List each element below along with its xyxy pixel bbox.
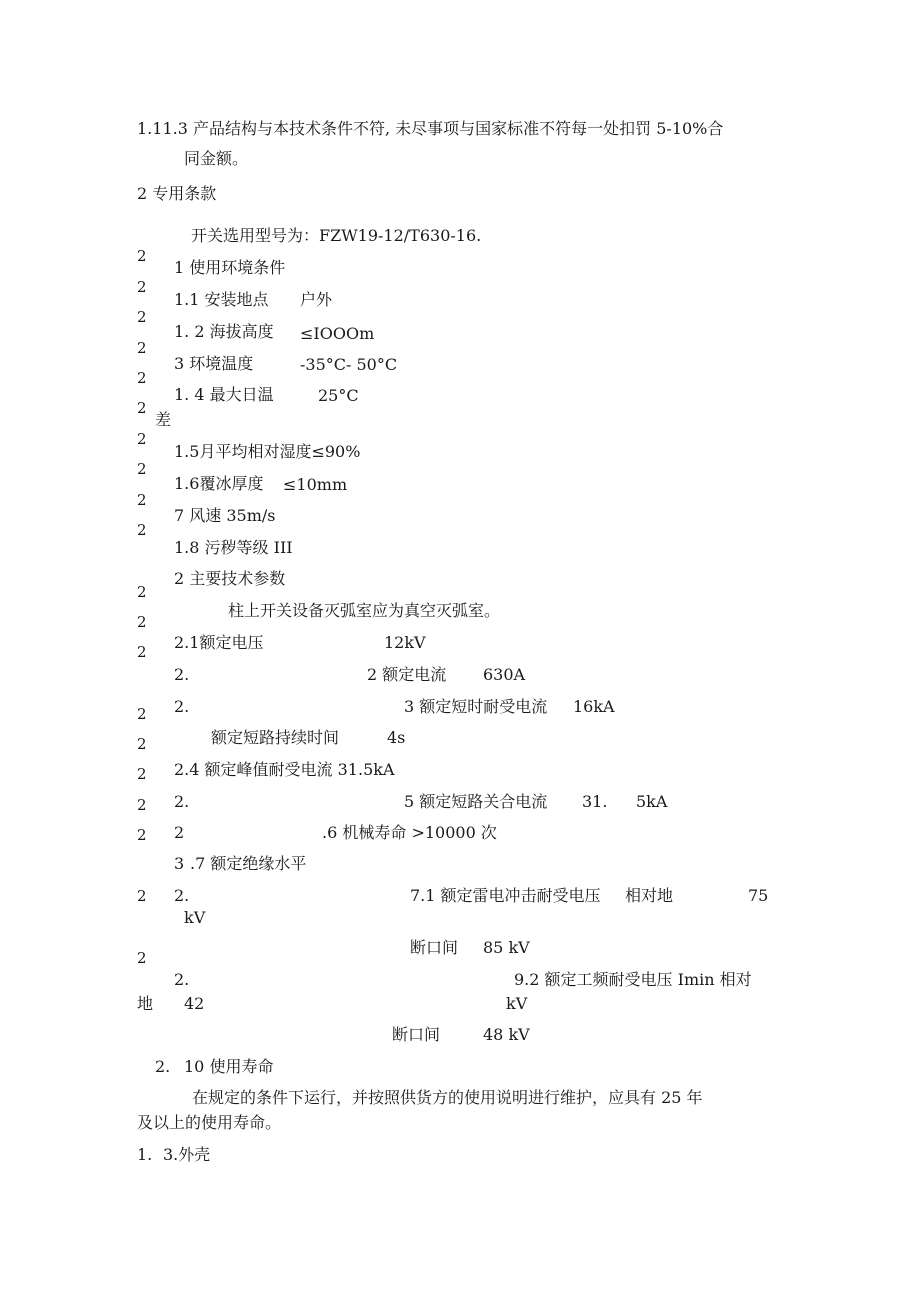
- rated-voltage-value: 12kV: [384, 633, 426, 652]
- env-daily-temp-diff-label-cont: 差: [155, 410, 172, 429]
- power-frequency-label-cont: 地: [137, 994, 154, 1013]
- clause-1-11-3: 1.11.3 产品结构与本技术条件不符, 未尽事项与国家标准不符每一处扣罚 5-10%合: [137, 119, 724, 138]
- env-daily-temp-diff-value: 25°C: [318, 386, 359, 405]
- short-time-current-value: 16kA: [573, 697, 615, 716]
- env-ice-thickness-label: 1.6覆冰厚度: [174, 474, 264, 493]
- env-ice-thickness-value: ≤10mm: [283, 475, 348, 494]
- margin-number: 2: [137, 735, 147, 753]
- service-life-text: 在规定的条件下运行，并按照供货方的使用说明进行维护，应具有 25 年: [192, 1088, 703, 1107]
- service-life-text-cont: 及以上的使用寿命。: [137, 1113, 282, 1132]
- lightning-impulse-label: 7.1 额定雷电冲击耐受电压: [410, 886, 601, 905]
- env-temperature-value: -35°C- 50°C: [300, 355, 398, 374]
- margin-number: 2: [137, 826, 147, 844]
- env-humidity: 1.5月平均相对湿度≤90%: [174, 442, 361, 461]
- margin-number: 2: [137, 308, 147, 326]
- enclosure-heading: 3.外壳: [163, 1145, 211, 1164]
- section-heading-special-terms: 2 专用条款: [137, 184, 217, 203]
- lightning-to-ground-label: 相对地: [625, 886, 674, 905]
- env-pollution-level: 1.8 污秽等级 III: [174, 538, 293, 557]
- short-time-current-prefix: 2.: [174, 697, 190, 716]
- making-current-value-b: 5kA: [636, 792, 668, 811]
- rated-current-prefix: 2.: [174, 665, 190, 684]
- env-daily-temp-diff-label: 1. 4 最大日温: [174, 385, 274, 404]
- margin-number: 2: [137, 460, 147, 478]
- env-temperature-label: 3 环境温度: [174, 354, 254, 373]
- insulation-level-label: .7 额定绝缘水平: [190, 854, 307, 873]
- margin-number: 2: [137, 949, 147, 967]
- insulation-level-prefix: 3: [174, 854, 185, 873]
- margin-number: 2: [137, 521, 147, 539]
- power-frequency-to-ground-value: 42: [184, 994, 205, 1013]
- clause-1-11-3-continued: 同金额。: [184, 149, 249, 168]
- mechanical-life-prefix: 2: [174, 823, 185, 842]
- peak-withstand-current: 2.4 额定峰值耐受电流 31.5kA: [174, 760, 395, 779]
- lightning-across-gap-value: 85 kV: [483, 938, 530, 957]
- making-current-label: 5 额定短路关合电流: [404, 792, 548, 811]
- margin-number: 2: [137, 339, 147, 357]
- margin-number: 2: [137, 430, 147, 448]
- margin-number: 2: [137, 765, 147, 783]
- rated-voltage-label: 2.1额定电压: [174, 633, 264, 652]
- power-frequency-across-gap-label: 断口间: [392, 1025, 441, 1044]
- margin-number: 2: [137, 399, 147, 417]
- margin-number: 2: [137, 887, 147, 905]
- service-life-heading: 10 使用寿命: [184, 1057, 274, 1076]
- lightning-impulse-prefix: 2.: [174, 886, 190, 905]
- tech-params-heading: 2 主要技术参数: [174, 569, 286, 588]
- power-frequency-label: 9.2 额定工频耐受电压 Imin 相对: [514, 970, 752, 989]
- service-life-prefix: 2.: [155, 1057, 171, 1076]
- env-location-value: 户外: [300, 290, 333, 309]
- power-frequency-across-gap-value: 48 kV: [483, 1025, 530, 1044]
- margin-number: 2: [137, 491, 147, 509]
- rated-current-value: 630A: [483, 665, 526, 684]
- margin-number: 2: [137, 613, 147, 631]
- short-circuit-duration-value: 4s: [387, 728, 406, 747]
- lightning-to-ground-value: 75: [748, 886, 769, 905]
- short-circuit-duration-label: 额定短路持续时间: [211, 728, 340, 747]
- making-current-prefix: 2.: [174, 792, 190, 811]
- env-heading: 1 使用环境条件: [174, 258, 286, 277]
- env-altitude-value: ≤IOOOm: [300, 324, 375, 343]
- enclosure-prefix: 1.: [137, 1145, 153, 1164]
- margin-number: 2: [137, 278, 147, 296]
- lightning-across-gap-label: 断口间: [410, 938, 459, 957]
- rated-current-label: 2 额定电流: [367, 665, 447, 684]
- short-time-current-label: 3 额定短时耐受电流: [404, 697, 548, 716]
- making-current-value-a: 31.: [582, 792, 608, 811]
- env-wind-speed: 7 风速 35m∕s: [174, 506, 276, 525]
- lightning-to-ground-unit: kV: [184, 908, 206, 927]
- margin-number: 2: [137, 796, 147, 814]
- margin-number: 2: [137, 583, 147, 601]
- mechanical-life: .6 机械寿命 >10000 次: [322, 823, 497, 842]
- tech-vacuum-chamber-note: 柱上开关设备灭弧室应为真空灭弧室。: [228, 601, 501, 620]
- env-altitude-label: 1. 2 海拔高度: [174, 322, 274, 341]
- margin-number: 2: [137, 369, 147, 387]
- margin-number: 2: [137, 643, 147, 661]
- power-frequency-prefix: 2.: [174, 970, 190, 989]
- switch-model-line: 开关选用型号为：FZW19-12/T630-16.: [191, 226, 482, 245]
- margin-number: 2: [137, 705, 147, 723]
- power-frequency-to-ground-unit: kV: [506, 994, 528, 1013]
- env-location-label: 1.1 安装地点: [174, 290, 269, 309]
- margin-number: 2: [137, 247, 147, 265]
